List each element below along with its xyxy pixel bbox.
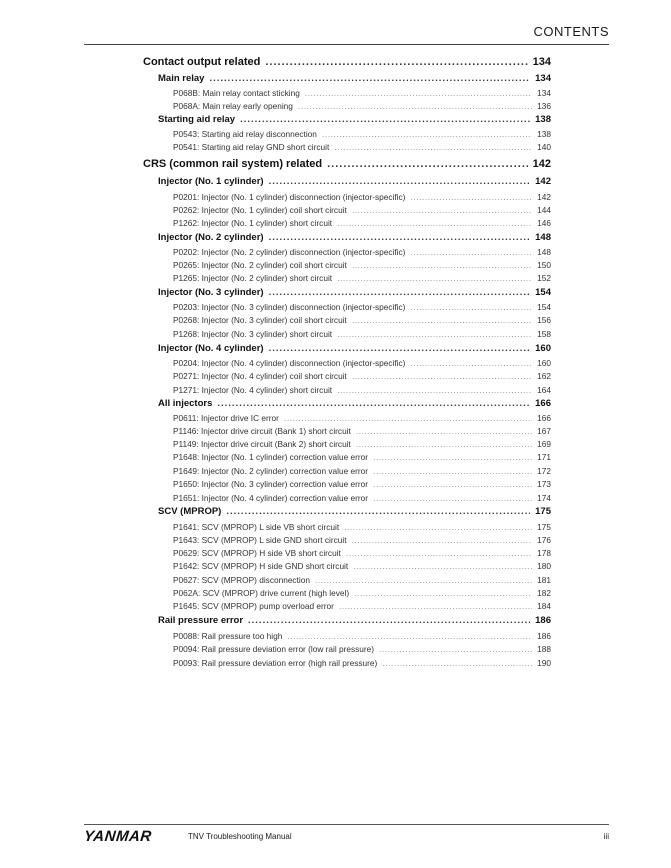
dot-leader — [265, 56, 527, 68]
toc-entry[interactable] — [173, 218, 551, 228]
dot-leader — [284, 413, 532, 423]
toc-entry[interactable] — [173, 452, 551, 462]
dot-leader — [337, 385, 532, 395]
toc-entry-page: 164 — [537, 385, 551, 395]
dot-leader — [373, 493, 532, 503]
toc-entry-page: 144 — [537, 205, 551, 215]
toc-entry-page: 166 — [535, 398, 551, 409]
toc-entry-label: P0611: Injector drive IC error — [173, 413, 279, 423]
toc-subsection[interactable] — [158, 176, 551, 187]
dot-leader — [344, 522, 532, 532]
toc-entry-page: 136 — [537, 101, 551, 111]
toc-entry-label: P0093: Rail pressure deviation error (high rail pressure) — [173, 658, 378, 668]
toc-subsection[interactable] — [158, 506, 551, 517]
toc-entry[interactable] — [173, 631, 551, 641]
toc-entry-label: P1645: SCV (MPROP) pump overload error — [173, 601, 334, 611]
toc-entry-label: P0204: Injector (No. 4 cylinder) disconnection (injector-specific) — [173, 358, 406, 368]
toc-entry-page: 175 — [537, 522, 551, 532]
footer-divider — [84, 824, 609, 825]
toc-entry[interactable] — [173, 273, 551, 283]
dot-leader — [410, 302, 532, 312]
dot-leader — [269, 287, 531, 298]
toc-entry-page: 134 — [532, 56, 551, 68]
dot-leader — [352, 260, 532, 270]
dot-leader — [356, 426, 532, 436]
toc-entry-label: All injectors — [158, 398, 213, 409]
dot-leader — [322, 129, 532, 139]
toc-entry-page: 142 — [532, 158, 551, 170]
toc-entry[interactable] — [173, 493, 551, 503]
toc-entry[interactable] — [173, 522, 551, 532]
dot-leader — [287, 631, 532, 641]
toc-entry[interactable] — [173, 129, 551, 139]
toc-entry-page: 190 — [537, 658, 551, 668]
toc-entry-label: Rail pressure error — [158, 615, 244, 626]
dot-leader — [269, 232, 531, 243]
toc-entry-page: 180 — [537, 561, 551, 571]
toc-entry[interactable] — [173, 466, 551, 476]
toc-entry[interactable] — [173, 644, 551, 654]
dot-leader — [226, 506, 530, 517]
toc-entry-page: 150 — [537, 260, 551, 270]
dot-leader — [217, 398, 530, 409]
toc-subsection[interactable] — [158, 114, 551, 125]
toc-entry-page: 162 — [537, 371, 551, 381]
dot-leader — [410, 358, 532, 368]
toc-entry[interactable] — [173, 315, 551, 325]
dot-leader — [240, 114, 530, 125]
dot-leader — [337, 329, 532, 339]
toc-subsection[interactable] — [158, 343, 551, 354]
dot-leader — [353, 561, 532, 571]
dot-leader — [339, 601, 532, 611]
dot-leader — [337, 273, 532, 283]
toc-entry-label: P0262: Injector (No. 1 cylinder) coil short circuit — [173, 205, 347, 215]
toc-entry[interactable] — [173, 247, 551, 257]
toc-entry-label: P0201: Injector (No. 1 cylinder) disconnection (injector-specific) — [173, 192, 406, 202]
toc-entry-label: CRS (common rail system) related — [143, 158, 323, 170]
dot-leader — [410, 247, 532, 257]
toc-entry-page: 173 — [537, 479, 551, 489]
toc-entry-label: P0203: Injector (No. 3 cylinder) disconnection (injector-specific) — [173, 302, 406, 312]
dot-leader — [248, 615, 530, 626]
toc-entry-label: P0629: SCV (MPROP) H side VB short circuit — [173, 548, 341, 558]
dot-leader — [352, 315, 532, 325]
toc-entry[interactable] — [173, 371, 551, 381]
dot-leader — [269, 343, 531, 354]
toc-entry[interactable] — [173, 385, 551, 395]
toc-entry-label: P1650: Injector (No. 3 cylinder) correction value error — [173, 479, 369, 489]
toc-entry-page: 186 — [537, 631, 551, 641]
toc-entry-page: 160 — [537, 358, 551, 368]
toc-entry-label: P1265: Injector (No. 2 cylinder) short circuit — [173, 273, 333, 283]
dot-leader — [373, 452, 532, 462]
dot-leader — [382, 658, 532, 668]
dot-leader — [373, 466, 532, 476]
toc-entry-page: 134 — [537, 88, 551, 98]
toc-entry-page: 146 — [537, 218, 551, 228]
dot-leader — [334, 142, 532, 152]
toc-entry-label: P0265: Injector (No. 2 cylinder) coil short circuit — [173, 260, 347, 270]
toc-entry-page: 148 — [537, 247, 551, 257]
page-header-title: CONTENTS — [533, 24, 609, 39]
manual-title: TNV Troubleshooting Manual — [188, 832, 292, 841]
dot-leader — [298, 101, 532, 111]
toc-entry-label: SCV (MPROP) — [158, 506, 222, 517]
toc-entry-label: P1651: Injector (No. 4 cylinder) correction value error — [173, 493, 369, 503]
toc-entry-label: P1262: Injector (No. 1 cylinder) short circuit — [173, 218, 333, 228]
toc-entry-label: Starting aid relay — [158, 114, 236, 125]
toc-entry-page: 178 — [537, 548, 551, 558]
toc-entry-label: P0094: Rail pressure deviation error (low rail pressure) — [173, 644, 375, 654]
toc-entry[interactable] — [173, 439, 551, 449]
toc-subsection[interactable] — [158, 73, 551, 84]
toc-entry-label: P062A: SCV (MPROP) drive current (high level) — [173, 588, 350, 598]
toc-entry-page: 154 — [535, 287, 551, 298]
toc-entry-label: P1641: SCV (MPROP) L side VB short circuit — [173, 522, 340, 532]
header-divider — [84, 44, 609, 45]
dot-leader — [209, 73, 530, 84]
dot-leader — [352, 535, 533, 545]
toc-entry-label: P0541: Starting aid relay GND short circuit — [173, 142, 330, 152]
toc-entry-page: 181 — [537, 575, 551, 585]
toc-entry-page: 174 — [537, 493, 551, 503]
toc-entry[interactable] — [173, 329, 551, 339]
toc-entry-label: P1649: Injector (No. 2 cylinder) correction value error — [173, 466, 369, 476]
toc-entry[interactable] — [173, 548, 551, 558]
toc-entry-label: Injector (No. 2 cylinder) — [158, 232, 264, 243]
dot-leader — [346, 548, 532, 558]
toc-entry-label: P068A: Main relay early opening — [173, 101, 293, 111]
toc-entry[interactable] — [173, 192, 551, 202]
dot-leader — [305, 88, 532, 98]
toc-entry-label: P1648: Injector (No. 1 cylinder) correction value error — [173, 452, 369, 462]
toc-entry-label: P1146: Injector drive circuit (Bank 1) short circuit — [173, 426, 351, 436]
toc-entry-page: 140 — [537, 142, 551, 152]
dot-leader — [269, 176, 531, 187]
toc-entry[interactable] — [173, 101, 551, 111]
toc-entry-label: P0268: Injector (No. 3 cylinder) coil short circuit — [173, 315, 347, 325]
toc-subsection[interactable] — [158, 615, 551, 626]
toc-entry-label: P1643: SCV (MPROP) L side GND short circuit — [173, 535, 347, 545]
dot-leader — [373, 479, 532, 489]
toc-subsection[interactable] — [158, 398, 551, 409]
toc-entry-page: 134 — [535, 73, 551, 84]
yanmar-logo: YANMAR — [83, 828, 153, 845]
toc-entry-label: P1268: Injector (No. 3 cylinder) short circuit — [173, 329, 333, 339]
toc-entry-label: P0202: Injector (No. 2 cylinder) disconnection (injector-specific) — [173, 247, 406, 257]
dot-leader — [327, 158, 528, 170]
toc-entry[interactable] — [173, 260, 551, 270]
toc-entry-page: 158 — [537, 329, 551, 339]
dot-leader — [352, 205, 532, 215]
page-number: iii — [603, 832, 609, 841]
dot-leader — [379, 644, 532, 654]
toc-entry[interactable] — [173, 588, 551, 598]
toc-entry-page: 182 — [537, 588, 551, 598]
toc-entry[interactable] — [173, 426, 551, 436]
dot-leader — [356, 439, 532, 449]
toc-entry-page: 167 — [537, 426, 551, 436]
toc-section[interactable] — [143, 158, 551, 170]
toc-entry-label: Injector (No. 4 cylinder) — [158, 343, 264, 354]
toc-entry-page: 148 — [535, 232, 551, 243]
toc-entry-label: P1149: Injector drive circuit (Bank 2) short circuit — [173, 439, 351, 449]
toc-entry-page: 138 — [535, 114, 551, 125]
toc-entry-label: P0543: Starting aid relay disconnection — [173, 129, 317, 139]
toc-entry[interactable] — [173, 205, 551, 215]
toc-entry-label: P0271: Injector (No. 4 cylinder) coil short circuit — [173, 371, 347, 381]
dot-leader — [410, 192, 532, 202]
toc-entry-page: 160 — [535, 343, 551, 354]
toc-entry-label: P1271: Injector (No. 4 cylinder) short circuit — [173, 385, 333, 395]
toc-section[interactable] — [143, 56, 551, 68]
toc-subsection[interactable] — [158, 232, 551, 243]
toc-entry-label: Main relay — [158, 73, 205, 84]
toc-entry-label: P0627: SCV (MPROP) disconnection — [173, 575, 310, 585]
toc-entry[interactable] — [173, 142, 551, 152]
dot-leader — [315, 575, 532, 585]
toc-entry-page: 172 — [537, 466, 551, 476]
toc-entry[interactable] — [173, 561, 551, 571]
toc-entry[interactable] — [173, 575, 551, 585]
toc-entry-page: 176 — [537, 535, 551, 545]
toc-entry[interactable] — [173, 358, 551, 368]
toc-entry-page: 138 — [537, 129, 551, 139]
toc-entry-label: P0088: Rail pressure too high — [173, 631, 283, 641]
toc-entry[interactable] — [173, 479, 551, 489]
toc-entry[interactable] — [173, 413, 551, 423]
dot-leader — [337, 218, 532, 228]
toc-entry[interactable] — [173, 601, 551, 611]
toc-entry-page: 184 — [537, 601, 551, 611]
toc-entry-page: 175 — [535, 506, 551, 517]
toc-entry-page: 166 — [537, 413, 551, 423]
toc-entry-page: 154 — [537, 302, 551, 312]
toc-entry-page: 142 — [537, 192, 551, 202]
toc-entry[interactable] — [173, 302, 551, 312]
toc-entry[interactable] — [173, 88, 551, 98]
toc-entry-page: 188 — [537, 644, 551, 654]
toc-entry-page: 142 — [535, 176, 551, 187]
toc-entry-page: 169 — [537, 439, 551, 449]
toc-entry-page: 171 — [537, 452, 551, 462]
toc-entry[interactable] — [173, 658, 551, 668]
toc-entry-label: Injector (No. 1 cylinder) — [158, 176, 264, 187]
toc-entry-page: 186 — [535, 615, 551, 626]
toc-entry-label: Contact output related — [143, 56, 261, 68]
toc-entry-label: P1642: SCV (MPROP) H side GND short circuit — [173, 561, 349, 571]
toc-entry-page: 156 — [537, 315, 551, 325]
dot-leader — [352, 371, 532, 381]
toc-subsection[interactable] — [158, 287, 551, 298]
toc-entry-page: 152 — [537, 273, 551, 283]
toc-entry-label: P068B: Main relay contact sticking — [173, 88, 300, 98]
dot-leader — [354, 588, 532, 598]
toc-entry[interactable] — [173, 535, 551, 545]
toc-entry-label: Injector (No. 3 cylinder) — [158, 287, 264, 298]
